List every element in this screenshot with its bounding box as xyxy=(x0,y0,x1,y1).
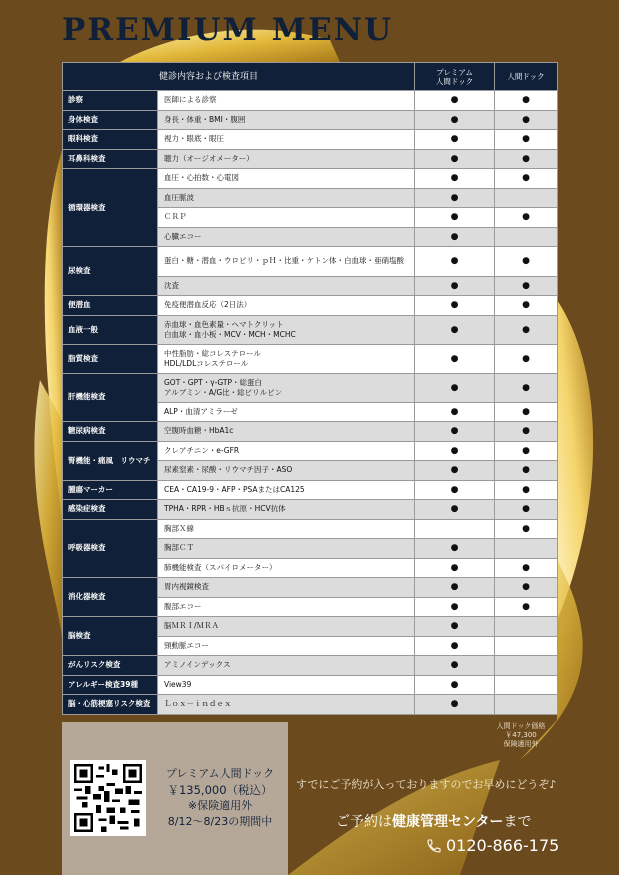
dock-included-mark: ● xyxy=(495,208,558,228)
premium-included-mark: ● xyxy=(415,91,495,111)
table-row xyxy=(63,296,558,316)
exam-item-cell: 身長・体重・BMI・腹囲 xyxy=(158,110,415,130)
category-cell: がんリスク検査 xyxy=(63,656,158,676)
dock-included-mark xyxy=(495,539,558,559)
exam-item-cell: 尿素窒素・尿酸・リウマチ因子・ASO xyxy=(158,461,415,481)
premium-included-mark: ● xyxy=(415,480,495,500)
category-cell: 糖尿病検査 xyxy=(63,422,158,442)
dock-included-mark xyxy=(495,675,558,695)
dock-included-mark: ● xyxy=(495,296,558,316)
promo-text xyxy=(154,766,286,830)
phone-number[interactable]: 0120-866-175 xyxy=(446,836,560,855)
exam-item-cell: Ｌｏｘ－ｉｎｄｅｘ xyxy=(158,695,415,715)
premium-included-mark xyxy=(415,519,495,539)
reservation-suffix: まで xyxy=(503,814,532,830)
exam-item-cell: 視力・眼底・眼圧 xyxy=(158,130,415,150)
exam-item-cell: 脳ＭＲＩ/ＭＲＡ xyxy=(158,617,415,637)
category-cell: 呼吸器検査 xyxy=(63,519,158,578)
dock-price-note xyxy=(486,722,556,749)
promo-price: ￥135,000（税込） xyxy=(167,783,273,797)
category-cell: 便潜血 xyxy=(63,296,158,316)
category-cell: 眼科検査 xyxy=(63,130,158,150)
category-cell: 診察 xyxy=(63,91,158,111)
table-body xyxy=(63,91,558,715)
dock-included-mark: ● xyxy=(495,149,558,169)
table-row xyxy=(63,675,558,695)
table-row xyxy=(63,149,558,169)
exam-item-cell: 肺機能検査（スパイロメーター） xyxy=(158,558,415,578)
premium-included-mark: ● xyxy=(415,110,495,130)
dock-included-mark: ● xyxy=(495,402,558,422)
dock-price-label: 人間ドック価格 xyxy=(496,722,546,730)
category-cell: 血液一般 xyxy=(63,315,158,344)
dock-included-mark xyxy=(495,617,558,637)
table-row xyxy=(63,344,558,373)
header-premium-dock: プレミアム 人間ドック xyxy=(415,63,495,91)
premium-included-mark: ● xyxy=(415,636,495,656)
reservation-prefix: ご予約は xyxy=(336,814,392,830)
phone-icon xyxy=(426,838,442,854)
page-title: PREMIUM MENU xyxy=(62,12,393,48)
dock-included-mark: ● xyxy=(495,276,558,296)
dock-included-mark: ● xyxy=(495,422,558,442)
exam-item-cell: 蛋白・糖・潜血・ウロビリ・ｐＨ・比重・ケトン体・白血球・亜硝塩酸 xyxy=(158,247,415,277)
dock-included-mark: ● xyxy=(495,441,558,461)
table-header-row xyxy=(63,63,558,91)
table-row xyxy=(63,91,558,111)
premium-included-mark: ● xyxy=(415,441,495,461)
promo-insurance-note: ※保険適用外 xyxy=(187,799,253,812)
reservation-line xyxy=(336,811,619,831)
premium-included-mark: ● xyxy=(415,695,495,715)
exam-item-cell: 胸部Ｘ線 xyxy=(158,519,415,539)
category-cell: 腫瘍マーカー xyxy=(63,480,158,500)
premium-included-mark: ● xyxy=(415,276,495,296)
dock-included-mark: ● xyxy=(495,500,558,520)
exam-item-cell: 聴力（オージオメーター） xyxy=(158,149,415,169)
dock-included-mark: ● xyxy=(495,578,558,598)
category-cell: 脂質検査 xyxy=(63,344,158,373)
dock-included-mark: ● xyxy=(495,597,558,617)
phone-contact[interactable] xyxy=(426,836,559,855)
exam-item-cell: 胃内視鏡検査 xyxy=(158,578,415,598)
dock-included-mark: ● xyxy=(495,344,558,373)
premium-included-mark: ● xyxy=(415,675,495,695)
exam-item-cell: 沈査 xyxy=(158,276,415,296)
dock-included-mark: ● xyxy=(495,130,558,150)
exam-item-cell: 免疫便潜血反応（2日法） xyxy=(158,296,415,316)
dock-included-mark: ● xyxy=(495,373,558,402)
exam-item-cell: 医師による診察 xyxy=(158,91,415,111)
dock-included-mark: ● xyxy=(495,247,558,277)
table-row xyxy=(63,373,558,402)
table-row xyxy=(63,130,558,150)
promo-plan-name: プレミアム人間ドック xyxy=(165,767,275,780)
exam-item-cell: 赤血球・血色素量・ヘマトクリット 白血球・血小板・MCV・MCH・MCHC xyxy=(158,315,415,344)
dock-included-mark xyxy=(495,188,558,208)
table-row xyxy=(63,695,558,715)
table-row xyxy=(63,110,558,130)
premium-included-mark: ● xyxy=(415,130,495,150)
premium-included-mark: ● xyxy=(415,344,495,373)
dock-included-mark xyxy=(495,695,558,715)
promo-period: 8/12〜8/23の期間中 xyxy=(167,815,273,828)
premium-included-mark: ● xyxy=(415,169,495,189)
table-row xyxy=(63,500,558,520)
exam-item-cell: クレアチニン・e-GFR xyxy=(158,441,415,461)
exam-item-cell: 空腹時血糖・HbA1c xyxy=(158,422,415,442)
exam-item-cell: 胸部ＣＴ xyxy=(158,539,415,559)
category-cell: 腎機能・痛風 リウマチ xyxy=(63,441,158,480)
exam-item-cell: 頸動脈エコー xyxy=(158,636,415,656)
category-cell: 耳鼻科検査 xyxy=(63,149,158,169)
table-row xyxy=(63,441,558,461)
exam-item-cell: ALP・血清アミラーゼ xyxy=(158,402,415,422)
promo-box xyxy=(62,722,288,875)
category-cell: 消化器検査 xyxy=(63,578,158,617)
table-row xyxy=(63,519,558,539)
table-row xyxy=(63,617,558,637)
premium-included-mark: ● xyxy=(415,315,495,344)
premium-included-mark: ● xyxy=(415,208,495,228)
exam-item-cell: TPHA・RPR・HBｓ抗原・HCV抗体 xyxy=(158,500,415,520)
category-cell: 身体検査 xyxy=(63,110,158,130)
category-cell: 脳検査 xyxy=(63,617,158,656)
exam-menu-table xyxy=(62,62,558,715)
dock-included-mark: ● xyxy=(495,315,558,344)
premium-included-mark: ● xyxy=(415,656,495,676)
premium-included-mark: ● xyxy=(415,539,495,559)
dock-included-mark: ● xyxy=(495,169,558,189)
premium-included-mark: ● xyxy=(415,296,495,316)
dock-included-mark xyxy=(495,636,558,656)
category-cell: アレルギー検査39種 xyxy=(63,675,158,695)
category-cell: 脳・心筋梗塞リスク検査 xyxy=(63,695,158,715)
category-cell: 感染症検査 xyxy=(63,500,158,520)
dock-included-mark: ● xyxy=(495,91,558,111)
exam-item-cell: 血圧脈波 xyxy=(158,188,415,208)
premium-included-mark: ● xyxy=(415,422,495,442)
table-row xyxy=(63,578,558,598)
table-row xyxy=(63,169,558,189)
table-row xyxy=(63,247,558,277)
exam-item-cell: CEA・CA19-9・AFP・PSAまたはCA125 xyxy=(158,480,415,500)
dock-included-mark: ● xyxy=(495,110,558,130)
table-row xyxy=(63,315,558,344)
premium-included-mark: ● xyxy=(415,188,495,208)
premium-included-mark: ● xyxy=(415,597,495,617)
exam-item-cell: 腹部エコー xyxy=(158,597,415,617)
exam-item-cell: ＣＲＰ xyxy=(158,208,415,228)
exam-item-cell: GOT・GPT・γ-GTP・総蛋白 アルブミン・A/G比・総ビリルビン xyxy=(158,373,415,402)
dock-included-mark: ● xyxy=(495,519,558,539)
table-row xyxy=(63,480,558,500)
exam-item-cell: 心臓エコー xyxy=(158,227,415,247)
exam-item-cell: 中性脂肪・総コレステロール HDL/LDLコレステロール xyxy=(158,344,415,373)
dock-included-mark xyxy=(495,656,558,676)
dock-price-value: ￥47,300 xyxy=(505,731,537,739)
dock-included-mark: ● xyxy=(495,480,558,500)
dock-included-mark xyxy=(495,227,558,247)
table-row xyxy=(63,422,558,442)
premium-included-mark: ● xyxy=(415,149,495,169)
reservation-center: 健康管理センター xyxy=(392,814,504,830)
premium-included-mark: ● xyxy=(415,461,495,481)
header-exam-items: 健診内容および検査項目 xyxy=(63,63,415,91)
category-cell: 循環器検査 xyxy=(63,169,158,247)
premium-included-mark: ● xyxy=(415,558,495,578)
premium-included-mark: ● xyxy=(415,227,495,247)
premium-included-mark: ● xyxy=(415,617,495,637)
dock-price-insurance: 保険適用外 xyxy=(503,740,539,748)
premium-included-mark: ● xyxy=(415,247,495,277)
dock-included-mark: ● xyxy=(495,558,558,578)
exam-item-cell: アミノインデックス xyxy=(158,656,415,676)
booking-notice: すでにご予約が入っておりますのでお早めにどうぞ♪ xyxy=(296,778,557,791)
premium-included-mark: ● xyxy=(415,373,495,402)
premium-included-mark: ● xyxy=(415,500,495,520)
dock-included-mark: ● xyxy=(495,461,558,481)
premium-included-mark: ● xyxy=(415,402,495,422)
exam-item-cell: 血圧・心拍数・心電図 xyxy=(158,169,415,189)
header-standard-dock: 人間ドック xyxy=(495,63,558,91)
category-cell: 肝機能検査 xyxy=(63,373,158,422)
qr-code-icon[interactable] xyxy=(70,760,146,836)
table-row xyxy=(63,656,558,676)
category-cell: 尿検査 xyxy=(63,247,158,296)
premium-included-mark: ● xyxy=(415,578,495,598)
exam-item-cell: View39 xyxy=(158,675,415,695)
